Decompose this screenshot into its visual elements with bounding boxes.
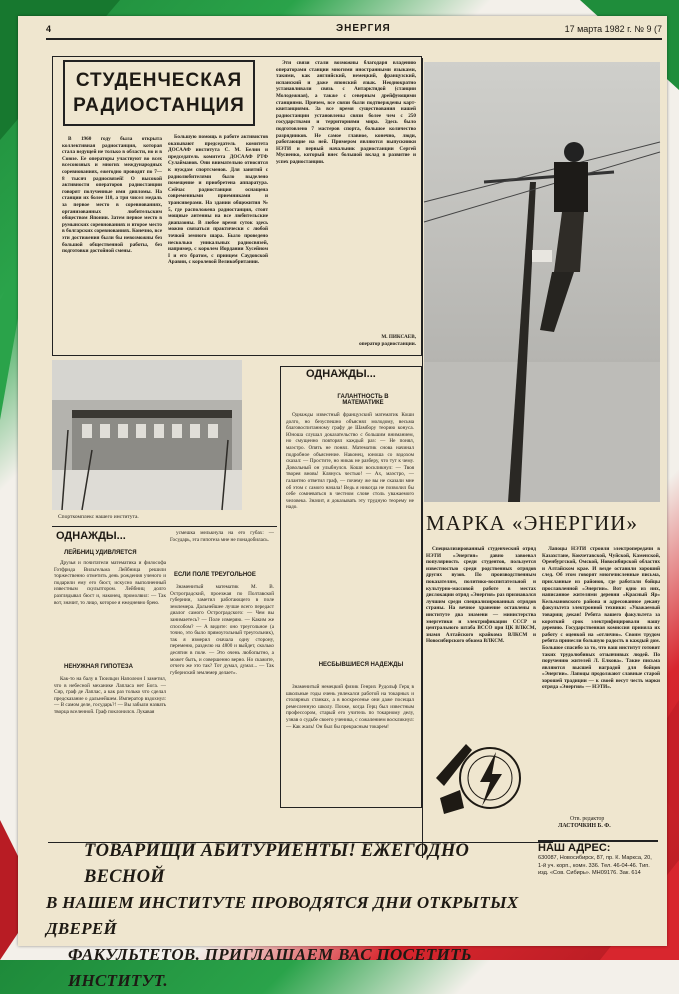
- title-line-1: СТУДЕНЧЕСКАЯ: [75, 70, 243, 91]
- page-header: [46, 24, 662, 40]
- odnazhdy-mid-text: [170, 584, 274, 846]
- marka-text-left-p: Специализированный студенческий отряд НЭТИ «Энергия» давно завоевал популярность среди студентов, пользуется известностью среди родственных отрядов других вузов. По производственным показателям, политико-воспитательной и культурно-массовой работе в местах дислокации отряд «Энергия» раз признавался лучшим среди специализированных отрядов страны. На вечное хранение оставлены в институте два знамени — министерства энергетики и электрификации СССР и центрального штаба ВССО при ЦК ВЛКСМ, знамя Алтайского крайкома ВЛКСМ и Новосибирского обкома ВЛКСМ.: [426, 546, 536, 645]
- banner-line-3: ФАКУЛЬТЕТОВ. ПРИГЛАШАЕМ ВАС ПОСЕТИТЬ ИНСТИТУТ.: [68, 945, 472, 990]
- odnazhdy-right-text1: [286, 412, 414, 660]
- radio-col-1-text: В 1960 году была открыта коллективная радиостанция, которая стала ведущей не только в области, но и в Союзе. Ее операторы участвуют во всех всесоюзных и многих международных соревнованиях, ежегодно проводят по 7—8 тысяч радиосвязей! О высокой активности операторов радиостанции говорят полученные ими дипломы. На станции их более 110, а три чисел медаль за первое место в соревнованиях, организованных любительским обществом Японии. Затем первое место в румынских соревнованиях и второе место в болгарских соревнованиях. Конечно, все эти достижения были бы невозможны без большой общественной работы, без подготовки достойной смены.: [62, 136, 162, 255]
- odnazhdy-left-text1-p: Друзья и почитатели математика и философа Готфрида Вильгельма Лейбница решили торжественно отметить день рождения ученого и подарили ему его бюст, искусно выполненный известным скульптором. Лейбниц долго разглядывал бюст и, наконец, промолвил: — Так вот, значит, то лицо, которое я ежедневно брею.: [54, 560, 166, 606]
- sport-complex-caption: Спорткомплекс нашего института.: [58, 514, 139, 520]
- marka-title: МАРКА «ЭНЕРГИИ»: [426, 511, 638, 535]
- page-number: 4: [46, 24, 52, 34]
- radio-col-3: [276, 60, 416, 330]
- lineman-photo-image: [424, 62, 660, 502]
- lightning-badge-icon: [430, 738, 538, 818]
- signature-role: оператор радиостанции.: [359, 340, 416, 347]
- sport-complex-image: [52, 360, 242, 510]
- banner-line-1: ТОВАРИЩИ АБИТУРИЕНТЫ! ЕЖЕГОДНО ВЕСНОЙ: [84, 841, 470, 887]
- odnazhdy-mid-sub: ЕСЛИ ПОЛЕ ТРЕУГОЛЬНОЕ: [174, 572, 256, 578]
- marka-text-right-p: Лапоцы НЭТИ строили электропередачи в Казахстане, Кокчетавской, Чуйской, Каменской, Оренбургской, Омской, Новосибирской областях и Алтайском крае. И везде оставили хороший след. Об этом говорят многочисленные письма, присланные из районов, где работали бойцы прославленной «Энергии». Вот одно из них, написанное жителями деревни «Красный Яр» Кельмановского района и адресованное декану факультета электронной техники: «Уважаемый товарищ декан! Ребята вашего факультета за короткий срок электрифицировали нашу деревню. Государственная комиссия приняла их работу с оценкой на «отлично». Своим трудом ребята принесли большую радость в каждый дом. Большое спасибо за то, что ваш институт готовит таких трудолюбивых отзывчивых людей. По поручению жителей Л. Елкова». Такие письма являются высшей наградой для бойцов «Энергии». Лапоцы продолжают славные старой хорошей традиции — к своей несут честь марки отряда «Энергия» — НЭТИ».: [542, 546, 660, 691]
- editor-name: ЛАСТОЧКИН Б. Ф.: [558, 822, 611, 829]
- editor-label: Отв. редактор: [570, 816, 605, 822]
- column-rule: [422, 58, 423, 858]
- issue-date: 17 марта 1982 г. № 9 (7: [564, 24, 662, 34]
- banner-line-2: В НАШЕМ ИНСТИТУТЕ ПРОВОДЯТСЯ ДНИ ОТКРЫТЫХ ДВЕРЕЙ: [46, 893, 519, 938]
- odnazhdy-right-text2-p: Знаменитый немецкий физик Генрих Рудольф Герц в школьные годы очень увлекался работой на токарных и столярных станках, а в воскресенье они даже посещал ремесленную школу. Позже, когда Герц был известным профессором, старый его учитель по токарному делу, узнав о судьбе своего ученика, с сожалением воскликнул: — Как жаль! Он был бы прекрасным токарем!: [286, 684, 414, 730]
- radio-col-2: [168, 134, 268, 350]
- odnazhdy-mid-text0-p: усмешка мелькнула на его губах: — Государь, эта гипотеза мне не понадобилась.: [170, 530, 274, 543]
- radio-signature: [318, 334, 416, 350]
- marka-text-right: [542, 546, 660, 806]
- newspaper-page: [18, 16, 667, 990]
- odnazhdy-right-text2: [286, 684, 414, 802]
- radio-col-1: [62, 136, 162, 350]
- address-block: [538, 840, 658, 878]
- odnazhdy-right-sub2: НЕСБЫВШИЕСЯ НАДЕЖДЫ: [318, 662, 404, 668]
- sport-complex-photo: [52, 360, 242, 510]
- left-rule: [52, 526, 277, 527]
- address-text: 630087, Новосибирск, 87, пр. К. Маркса, 20, 1-й уч. корп., комн. 336. Тел. 46-04-46. Тип. изд. «Сов. Сибирь». МН09176. Зак. 614: [538, 855, 652, 876]
- radio-col-2-text: Большую помощь в работе активистов оказывают председатель комитета ДОСААФ института С. М. Белин и председатель комитета ДОСААФ РТФ Сулайманов. Они внимательно относятся к нуждам спортсменов. Для занятий с радиолюбителями было выделено помещение и приобретена аппаратура. Сейчас радиостанция оснащена современными приемниками и трансиверами. На здании общежития № 5, где расположена радиостанция, стоят мощные антенны на все любительские диапазоны. В любое время суток здесь можно связаться практически с любой точкой земного шара. Было проведено несколько уникальных радиосвязей, например, с королем Иордании Хусейном I и его братом, с принцем Саудовской Аравии, с королевой Великобритании.: [168, 134, 268, 266]
- odnazhdy-left-heading: ОДНАЖДЫ...: [56, 530, 126, 542]
- lineman-photo: [424, 62, 660, 502]
- odnazhdy-left-text2-p: Как-то на балу в Тюильри Наполеон I заметил, что в небесной механике Лапласа нет Бога. — Сир, граф де Лаплас, а как раз только что сделал предсказание о дальнейшем. Император вздохнул: — В самом деле, государь?! — Вы забыли назвать творца вселенной. Граф поклонился. Лукавая: [54, 676, 166, 715]
- radio-article-title: [63, 60, 255, 126]
- newspaper-name: ЭНЕРГИЯ: [336, 23, 391, 34]
- odnazhdy-left-sub2: НЕНУЖНАЯ ГИПОТЕЗА: [64, 664, 133, 670]
- odnazhdy-mid-text0: [170, 530, 274, 570]
- title-line-2: РАДИОСТАНЦИЯ: [73, 95, 245, 116]
- odnazhdy-left-text2: [54, 676, 166, 846]
- odnazhdy-mid-text-p: Знаменитый математик М. В. Остроградский, проезжая по Полтавской губернии, заметил работающего в поле землемера. Дальнейшее лучше всего передаст диалог самого Остроградского: — Чем вы занимаетесь? — Поле измеряю. — Каким же способом? — А видите: оно треугольное (а точно, это было прямоугольный треугольник), так я измерил сначала одну сторону, переменю, разделю на 4800 и выйдет, сколько десятин в поле. — Это очень любопытно, а может быть, и совершенно верно. Но скажите, отчего же это так? Тот думал, думал... — Так губернский землемер делает».: [170, 584, 274, 676]
- odnazhdy-right-heading: ОДНАЖДЫ...: [306, 368, 376, 380]
- odnazhdy-left-text1: [54, 560, 166, 660]
- odnazhdy-right-sub1: ГАЛАНТНОСТЬ В МАТЕМАТИКЕ: [337, 394, 389, 406]
- signature-name: М. ПИКСАЕВ,: [381, 334, 416, 340]
- odnazhdy-right-text1-p: Однажды известный французский математик Коши долго, но безуспешно объяснял молодому, весьма благовоспитанному графу де Шамбору теорию конуса. Юноша слушал доказательство с большим вниманием, но смущенно повторял каждый раз: — Не понял, маэстро. Опять не понял. Математик снова начинал подробное объяснение. Наконец, юноша со вздохом сказал: — Простите, но никак не разберу, что тут к чему. Довольный он улыбнулся. Коши воскликнул: — Твоя творея вновь! Клянусь честью! — Ах, маэстро, — галантно ответил граф, — почему же вы не сказали мне об этом с самого начала! Ведь я никогда не позволил бы себе сомневаться в честном слове столь уважаемого человека. Значит, я доказывать эту трудную теорему не надо.: [286, 412, 414, 511]
- radio-col-3-text: Эти связи стали возможны благодаря владению операторами станции многими иностранными языками, такими, как английский, немецкий, французский, испанский и даже японский язык. Неоднократно устанавливали связь с Антарктидой (станции Молодежная), а также с северным дрейфующими станциями. Причем, все связи были подтверждены карт-квитанциями. За все время существования нашей радиостанции установлены связи более чем с 250 государствами и территориями мира. Здесь было подготовлено 7 мастеров спорта, большое количество разрядников. Не самое главное, конечно, люди, работающие на ней. Примером являются выпускники НЭТИ и первый начальник радиостанции Сергей Мусиенко, который внес большой вклад в развитие и успех радиостанции.: [276, 60, 416, 165]
- abiturient-banner: [46, 838, 551, 994]
- editor-block: [558, 816, 662, 836]
- address-title: НАШ АДРЕС:: [538, 840, 658, 855]
- energiya-badge-illustration: [430, 738, 538, 818]
- marka-text-left: [426, 546, 536, 736]
- odnazhdy-left-sub1: ЛЕЙБНИЦ УДИВЛЯЕТСЯ: [64, 550, 137, 556]
